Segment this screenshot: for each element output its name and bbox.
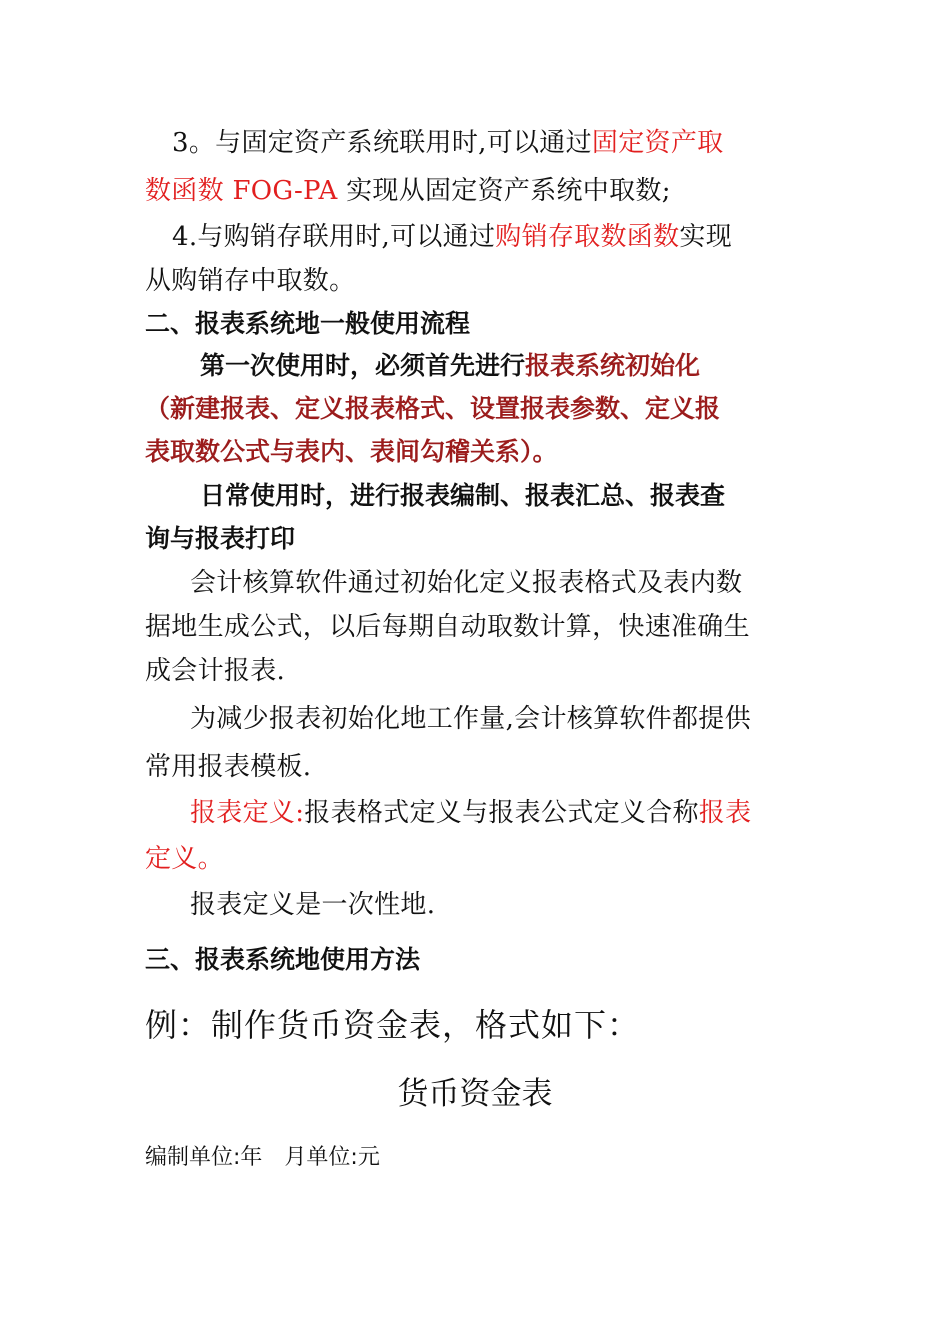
fixed-asset-line-2 — [145, 170, 825, 207]
daily-use-line-2: 询与报表打印 — [145, 524, 296, 553]
purchase-line-1 — [172, 216, 852, 253]
daily-use-line-1: 日常使用时，进行报表编制、报表汇总、报表查 — [200, 481, 726, 510]
section2-heading: 二、报表系统地一般使用流程 — [145, 309, 471, 338]
fixed-asset-line-1 — [172, 122, 852, 159]
software-line-2: 据地生成公式，以后每期自动取数计算，快速准确生 — [145, 612, 750, 642]
purchase-text-end: 实现 — [679, 222, 732, 252]
definition-text: 报表格式定义与报表公式定义合称 — [304, 798, 699, 828]
table-title: 货币资金表 — [397, 1076, 553, 1112]
template-line-1: 为减少报表初始化地工作量,会计核算软件都提供 — [190, 704, 751, 734]
purchase-line-2: 从购销存中取数。 — [145, 266, 356, 296]
first-use-line-3: 表取数公式与表内、表间勾稽关系）。 — [145, 437, 558, 466]
definition-line-3: 报表定义是一次性地. — [190, 890, 436, 920]
fixed-asset-function-highlight: 固定资产取 — [591, 128, 724, 158]
first-use-line-2: （新建报表、定义报表格式、设置报表参数、定义报 — [145, 394, 721, 423]
example-heading: 例：制作货币资金表，格式如下： — [145, 1006, 641, 1044]
fixed-asset-text-end: 实现从固定资产系统中取数; — [337, 176, 671, 206]
definition-line-1 — [190, 792, 870, 829]
first-use-text: 第一次使用时，必须首先进行 — [200, 351, 526, 380]
template-line-2: 常用报表模板. — [145, 752, 312, 782]
first-use-line-1 — [200, 346, 880, 382]
definition-term-end: 报表 — [698, 798, 752, 828]
table-meta: 编制单位:年 月单位:元 — [145, 1145, 380, 1170]
purchase-function-highlight: 购销存取数函数 — [495, 222, 680, 252]
definition-term: 报表定义: — [190, 798, 305, 828]
purchase-text: 4.与购销存联用时,可以通过 — [172, 222, 496, 252]
software-line-1: 会计核算软件通过初始化定义报表格式及表内数 — [190, 568, 743, 598]
definition-line-2: 定义。 — [145, 844, 224, 874]
fixed-asset-function-name: 数函数 FOG-PA — [145, 176, 338, 206]
fixed-asset-text: 3。与固定资产系统联用时,可以通过 — [172, 128, 592, 158]
init-highlight: 报表系统初始化 — [525, 351, 701, 380]
software-line-3: 成会计报表. — [145, 656, 286, 686]
section3-heading: 三、报表系统地使用方法 — [145, 945, 421, 974]
